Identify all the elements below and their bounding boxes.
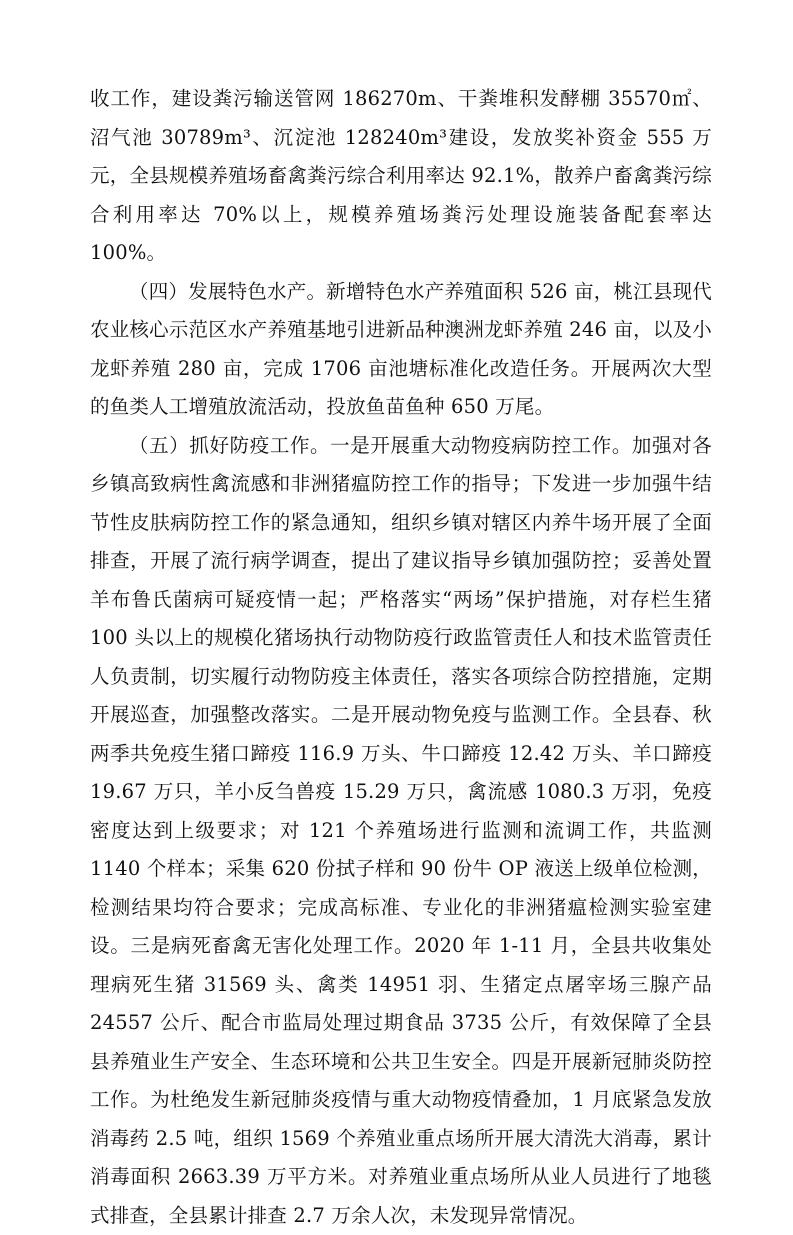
paragraph-epidemic-prevention: （五）抓好防疫工作。一是开展重大动物疫病防控工作。加强对各乡镇高致病性禽流感和非洲猪瘟防控工作的指导；下发进一步加强牛结节性皮肤病防控工作的紧急通知，组织乡镇对辖区内养牛场开展了全面排查，开展了流行病学调查，提出了建议指导乡镇加强防控；妥善处置羊布鲁氏菌病可疑疫情一起；严格落实“两场”保护措施，对存栏生猪 100 头以上的规模化猪场执行动物防疫行政监管责任人和技术监管责任人负责制，切实履行动物防疫主体责任，落实各项综合防控措施，定期开展巡查，加强整改落实。二是开展动物免疫与监测工作。全县春、秋两季共免疫生猪口蹄疫 116.9 万头、牛口蹄疫 12.42 万头、羊口蹄疫 19.67 万只，羊小反刍兽疫 15.29 万只，禽流感 1080.3 万羽，免疫密度达到上级要求；对 121 个养殖场进行监测和流调工作，共监测 1140 个样本；采集 620 份拭子样和 90 份牛 OP 液送上级单位检测，检测结果均符合要求；完成高标准、专业化的非洲猪瘟检测实验室建设。三是病死畜禽无害化处理工作。2020 年 1-11 月，全县共收集处理病死生猪 31569 头、禽类 14951 羽、生猪定点屠宰场三腺产品 24557 公斤、配合市监局处理过期食品 3735 公斤，有效保障了全县县养殖业生产安全、生态环境和公共卫生安全。四是开展新冠肺炎防控工作。为杜绝发生新冠肺炎疫情与重大动物疫情叠加，1 月底紧急发放消毒药 2.5 吨，组织 1569 个养殖业重点场所开展大清洗大消毒，累计消毒面积 2663.39 万平方米。对养殖业重点场所从业人员进行了地毯式排查，全县累计排查 2.7 万余人次，未发现异常情况。 [90, 427, 712, 1235]
paragraph-aquaculture: （四）发展特色水产。新增特色水产养殖面积 526 亩，桃江县现代农业核心示范区水产养殖基地引进新品种澳洲龙虾养殖 246 亩，以及小龙虾养殖 280 亩，完成 1706 亩池塘标准化改造任务。开展两次大型的鱼类人工增殖放流活动，投放鱼苗鱼种 650 万尾。 [90, 273, 712, 427]
paragraph-manure-utilization: 收工作，建设粪污输送管网 186270m、干粪堆积发酵棚 35570㎡、沼气池 30789m³、沉淀池 128240m³建设，发放奖补资金 555 万元，全县规模养殖场畜禽粪污综合利用率达 92.1%，散养户畜禽粪污综合利用率达 70%以上，规模养殖场粪污处理设施装备配套率达 100%。 [90, 80, 712, 273]
document-page [90, 80, 712, 1235]
